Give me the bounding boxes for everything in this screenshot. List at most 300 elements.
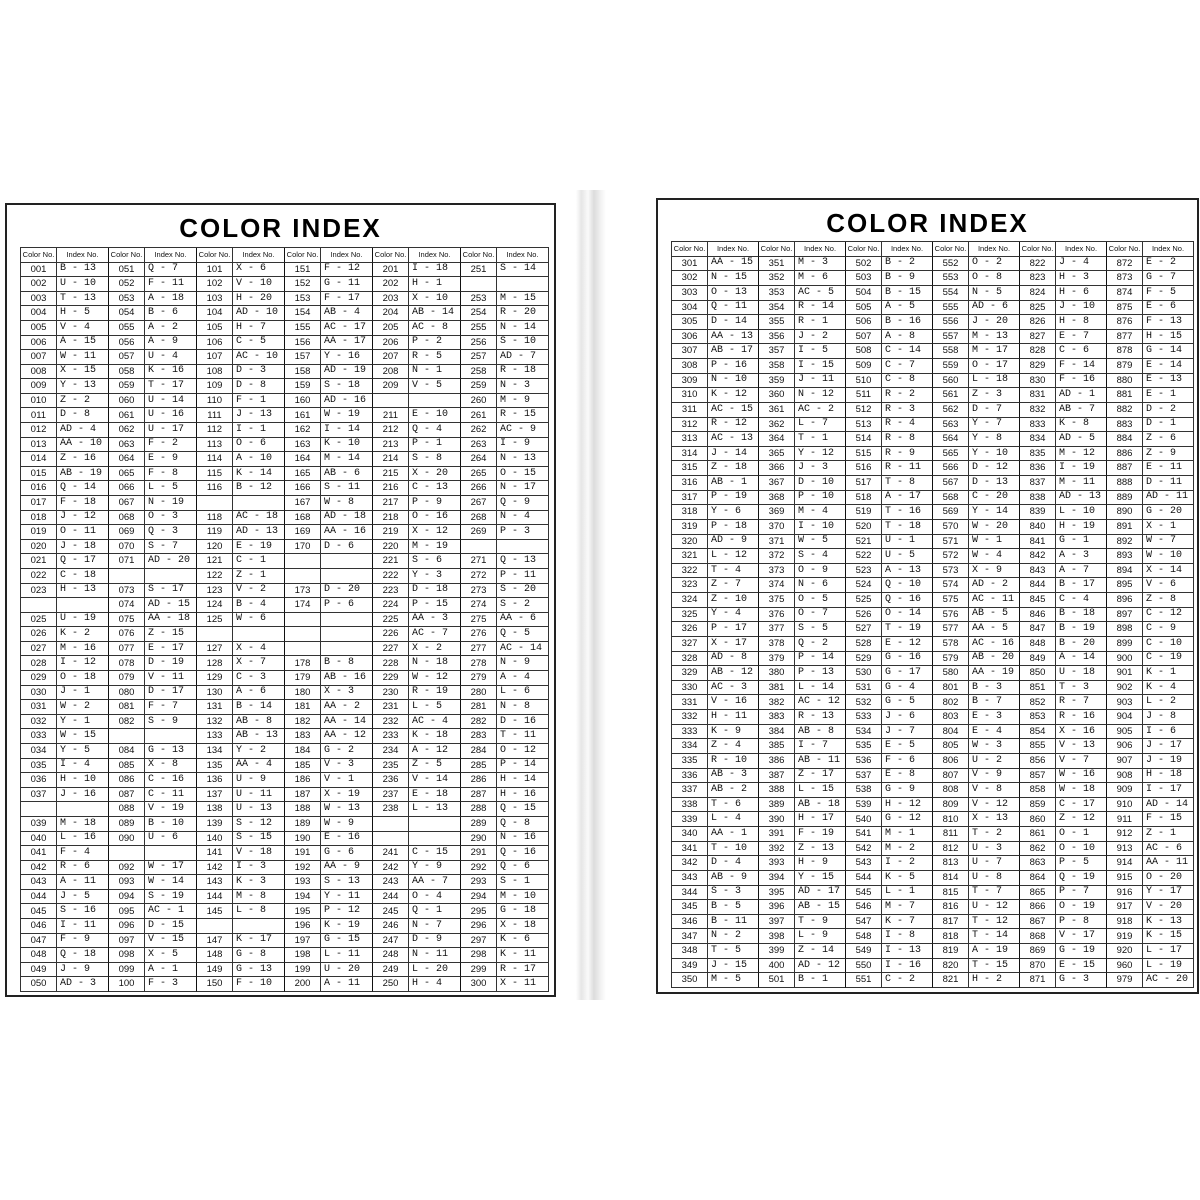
color-number-cell: 133 — [197, 729, 233, 744]
index-number-cell: X - 19 — [321, 788, 373, 803]
column-header: Index No. — [321, 248, 373, 263]
index-number-cell: B - 19 — [1056, 622, 1107, 637]
color-number-cell: 308 — [672, 359, 708, 374]
color-number-cell: 087 — [109, 788, 145, 803]
index-number-cell: C - 12 — [1143, 608, 1194, 623]
color-number-cell: 834 — [1020, 432, 1056, 447]
color-number-cell: 194 — [285, 890, 321, 905]
index-number-cell: L - 7 — [795, 418, 846, 433]
index-number-cell: G - 19 — [1056, 944, 1107, 959]
index-number-cell: R - 17 — [497, 963, 549, 978]
color-number-cell: 867 — [1020, 915, 1056, 930]
index-number-cell: J - 16 — [57, 788, 109, 803]
color-number-cell: 979 — [1107, 973, 1143, 988]
index-number-cell: AD - 2 — [969, 578, 1020, 593]
color-number-cell: 003 — [21, 292, 57, 307]
color-number-cell: 311 — [672, 403, 708, 418]
color-number-cell: 394 — [759, 871, 795, 886]
index-number-cell: T - 17 — [145, 379, 197, 394]
color-number-cell: 346 — [672, 915, 708, 930]
index-number-cell: AD - 8 — [708, 652, 759, 667]
color-number-cell: 004 — [21, 306, 57, 321]
index-number-cell: H - 1 — [409, 277, 461, 292]
index-number-cell: B - 3 — [969, 681, 1020, 696]
index-number-cell: D - 13 — [969, 476, 1020, 491]
index-number-cell: AB - 9 — [708, 871, 759, 886]
color-number-cell: 235 — [373, 759, 409, 774]
color-number-cell: 828 — [1020, 344, 1056, 359]
index-number-cell: X - 15 — [57, 365, 109, 380]
index-number-cell: T - 1 — [795, 432, 846, 447]
index-number-cell — [409, 832, 461, 847]
column-header: Color No. — [1107, 242, 1143, 257]
color-number-cell: 887 — [1107, 461, 1143, 476]
color-number-cell: 085 — [109, 759, 145, 774]
color-number-cell: 819 — [933, 944, 969, 959]
color-number-cell: 860 — [1020, 812, 1056, 827]
color-number-cell: 907 — [1107, 754, 1143, 769]
index-number-cell — [233, 627, 285, 642]
color-number-cell: 880 — [1107, 374, 1143, 389]
color-number-cell: 843 — [1020, 564, 1056, 579]
color-number-cell: 883 — [1107, 418, 1143, 433]
index-number-cell: C - 17 — [1056, 798, 1107, 813]
index-number-cell: N - 9 — [497, 656, 549, 671]
color-number-cell: 227 — [373, 642, 409, 657]
page-title: COLOR INDEX — [826, 208, 1029, 238]
index-number-cell: Q - 11 — [708, 301, 759, 316]
color-number-cell: 015 — [21, 467, 57, 482]
index-number-cell: H - 7 — [233, 321, 285, 336]
color-number-cell: 873 — [1107, 271, 1143, 286]
index-number-cell: Q - 6 — [497, 861, 549, 876]
color-number-cell: 908 — [1107, 769, 1143, 784]
index-number-cell: U - 11 — [233, 788, 285, 803]
index-number-cell: M - 11 — [1056, 476, 1107, 491]
color-number-cell: 323 — [672, 578, 708, 593]
color-number-cell: 290 — [461, 832, 497, 847]
index-number-cell: D - 15 — [145, 919, 197, 934]
color-number-cell: 881 — [1107, 388, 1143, 403]
index-number-cell: Z - 9 — [1143, 447, 1194, 462]
color-number-cell: 256 — [461, 336, 497, 351]
color-number-cell: 871 — [1020, 973, 1056, 988]
color-number-cell: 200 — [285, 977, 321, 992]
index-number-cell: J - 6 — [882, 710, 933, 725]
index-number-cell: W - 7 — [1143, 535, 1194, 550]
index-number-cell: O - 13 — [708, 286, 759, 301]
color-number-cell: 251 — [461, 263, 497, 278]
index-number-cell: AA - 18 — [145, 613, 197, 628]
index-number-cell: W - 14 — [145, 875, 197, 890]
color-number-cell: 838 — [1020, 491, 1056, 506]
color-number-cell: 288 — [461, 802, 497, 817]
color-number-cell: 553 — [933, 271, 969, 286]
index-number-cell: Z - 4 — [708, 739, 759, 754]
color-number-cell: 075 — [109, 613, 145, 628]
index-number-cell: W - 5 — [795, 535, 846, 550]
color-number-cell: 386 — [759, 754, 795, 769]
color-number-cell: 260 — [461, 394, 497, 409]
color-number-cell: 302 — [672, 271, 708, 286]
index-number-cell: AB - 2 — [708, 783, 759, 798]
index-number-cell: S - 18 — [321, 379, 373, 394]
index-number-cell: D - 9 — [409, 934, 461, 949]
index-number-cell: L - 5 — [409, 700, 461, 715]
index-number-cell: B - 1 — [795, 973, 846, 988]
index-number-cell: A - 9 — [145, 336, 197, 351]
color-number-cell: 803 — [933, 710, 969, 725]
index-number-cell: AA - 11 — [1143, 856, 1194, 871]
color-number-cell: 399 — [759, 944, 795, 959]
index-number-cell — [145, 569, 197, 584]
index-number-cell: O - 19 — [1056, 900, 1107, 915]
color-number-cell: 134 — [197, 744, 233, 759]
color-number-cell: 095 — [109, 904, 145, 919]
index-number-cell: A - 18 — [145, 292, 197, 307]
index-number-cell: S - 13 — [321, 875, 373, 890]
color-number-cell: 361 — [759, 403, 795, 418]
color-number-cell: 517 — [846, 476, 882, 491]
index-number-cell: Z - 14 — [795, 944, 846, 959]
index-number-cell: J - 17 — [1143, 739, 1194, 754]
column-header: Color No. — [759, 242, 795, 257]
color-number-cell: 362 — [759, 418, 795, 433]
index-number-cell: V - 19 — [145, 802, 197, 817]
index-number-cell: A - 12 — [409, 744, 461, 759]
index-number-cell: P - 8 — [1056, 915, 1107, 930]
index-number-cell: B - 20 — [1056, 637, 1107, 652]
color-number-cell: 231 — [373, 700, 409, 715]
index-number-cell: K - 19 — [321, 919, 373, 934]
index-number-cell: M - 13 — [969, 330, 1020, 345]
index-number-cell — [497, 277, 549, 292]
color-number-cell: 897 — [1107, 608, 1143, 623]
index-number-cell: AC - 15 — [708, 403, 759, 418]
index-number-cell: I - 14 — [321, 423, 373, 438]
color-number-cell: 890 — [1107, 505, 1143, 520]
color-number-cell: 279 — [461, 671, 497, 686]
color-number-cell: 068 — [109, 511, 145, 526]
index-number-cell: S - 1 — [497, 875, 549, 890]
index-number-cell: N - 15 — [708, 271, 759, 286]
index-number-cell: AD - 10 — [233, 306, 285, 321]
index-number-cell: AD - 14 — [1143, 798, 1194, 813]
index-number-cell: I - 17 — [1143, 783, 1194, 798]
color-number-cell: 031 — [21, 700, 57, 715]
index-number-cell: A - 8 — [882, 330, 933, 345]
color-number-cell: 812 — [933, 842, 969, 857]
index-number-cell: F - 4 — [57, 846, 109, 861]
color-number-cell: 139 — [197, 817, 233, 832]
color-number-cell: 382 — [759, 695, 795, 710]
color-number-cell: 571 — [933, 535, 969, 550]
index-number-cell: AC - 13 — [708, 432, 759, 447]
color-number-cell: 102 — [197, 277, 233, 292]
color-number-cell: 233 — [373, 729, 409, 744]
color-number-cell: 372 — [759, 549, 795, 564]
index-number-cell: AA - 6 — [497, 613, 549, 628]
color-number-cell: 316 — [672, 476, 708, 491]
index-number-cell: B - 13 — [57, 263, 109, 278]
color-number-cell: 373 — [759, 564, 795, 579]
index-number-cell: AD - 11 — [1143, 491, 1194, 506]
color-number-cell: 861 — [1020, 827, 1056, 842]
index-number-cell: B - 11 — [708, 915, 759, 930]
index-number-cell: W - 6 — [233, 613, 285, 628]
color-number-cell: 183 — [285, 729, 321, 744]
color-number-cell: 045 — [21, 904, 57, 919]
color-number-cell: 894 — [1107, 564, 1143, 579]
index-number-cell: L - 13 — [409, 802, 461, 817]
color-number-cell: 190 — [285, 832, 321, 847]
color-number-cell: 089 — [109, 817, 145, 832]
index-number-cell — [233, 496, 285, 511]
color-number-cell: 559 — [933, 359, 969, 374]
index-number-cell: B - 9 — [882, 271, 933, 286]
index-number-cell: D - 1 — [1143, 418, 1194, 433]
color-number-cell: 056 — [109, 336, 145, 351]
index-number-cell: F - 1 — [233, 394, 285, 409]
index-number-cell: T - 2 — [969, 827, 1020, 842]
color-number-cell: 107 — [197, 350, 233, 365]
index-number-cell: R - 6 — [57, 861, 109, 876]
index-number-cell: V - 16 — [708, 695, 759, 710]
color-number-cell: 390 — [759, 812, 795, 827]
color-number-cell: 207 — [373, 350, 409, 365]
color-number-cell: 078 — [109, 656, 145, 671]
index-number-cell: AD - 5 — [1056, 432, 1107, 447]
index-number-cell: T - 6 — [708, 798, 759, 813]
color-number-cell: 893 — [1107, 549, 1143, 564]
color-number-cell: 237 — [373, 788, 409, 803]
color-number-cell: 124 — [197, 598, 233, 613]
index-number-cell: R - 16 — [1056, 710, 1107, 725]
color-number-cell: 909 — [1107, 783, 1143, 798]
index-number-cell: Y - 8 — [969, 432, 1020, 447]
index-number-cell: R - 8 — [882, 432, 933, 447]
color-number-cell: 384 — [759, 725, 795, 740]
index-number-cell: R - 5 — [409, 350, 461, 365]
index-number-cell: T - 12 — [969, 915, 1020, 930]
index-number-cell: U - 20 — [321, 963, 373, 978]
index-number-cell: H - 15 — [1143, 330, 1194, 345]
index-number-cell: D - 6 — [321, 540, 373, 555]
color-number-cell: 375 — [759, 593, 795, 608]
color-number-cell: 226 — [373, 627, 409, 642]
color-number-cell: 099 — [109, 963, 145, 978]
index-number-cell: AD - 13 — [233, 525, 285, 540]
index-number-cell: P - 18 — [708, 520, 759, 535]
color-number-cell: 332 — [672, 710, 708, 725]
color-number-cell: 193 — [285, 875, 321, 890]
color-number-cell: 504 — [846, 286, 882, 301]
color-number-cell: 069 — [109, 525, 145, 540]
index-number-cell: U - 5 — [882, 549, 933, 564]
index-number-cell: C - 15 — [409, 846, 461, 861]
index-number-cell: AC - 10 — [233, 350, 285, 365]
index-number-cell: G - 14 — [1143, 344, 1194, 359]
index-number-cell: W - 9 — [321, 817, 373, 832]
index-number-cell: E - 5 — [882, 739, 933, 754]
index-number-cell: L - 9 — [795, 929, 846, 944]
color-number-cell: 070 — [109, 540, 145, 555]
color-number-cell: 903 — [1107, 695, 1143, 710]
index-number-cell — [57, 598, 109, 613]
index-number-cell: O - 11 — [57, 525, 109, 540]
index-number-cell: W - 13 — [321, 802, 373, 817]
index-number-cell: L - 14 — [795, 681, 846, 696]
index-number-cell: M - 3 — [795, 257, 846, 272]
color-number-cell: 223 — [373, 584, 409, 599]
index-number-cell: E - 1 — [1143, 388, 1194, 403]
color-number-cell: 168 — [285, 511, 321, 526]
index-number-cell: C - 11 — [145, 788, 197, 803]
color-number-cell: 822 — [1020, 257, 1056, 272]
index-number-cell: F - 6 — [882, 754, 933, 769]
color-index-table — [671, 241, 1194, 988]
index-number-cell: N - 7 — [409, 919, 461, 934]
index-number-cell: Q - 14 — [57, 481, 109, 496]
index-number-cell: AC - 3 — [708, 681, 759, 696]
color-number-cell: 228 — [373, 656, 409, 671]
color-number-cell: 080 — [109, 686, 145, 701]
color-number-cell: 242 — [373, 861, 409, 876]
index-number-cell: U - 7 — [969, 856, 1020, 871]
color-number-cell: 864 — [1020, 871, 1056, 886]
index-number-cell: N - 16 — [497, 832, 549, 847]
index-number-cell: R - 10 — [708, 754, 759, 769]
color-number-cell: 348 — [672, 944, 708, 959]
color-number-cell: 041 — [21, 846, 57, 861]
index-number-cell: D - 20 — [321, 584, 373, 599]
color-number-cell: 821 — [933, 973, 969, 988]
index-number-cell: AB - 17 — [708, 344, 759, 359]
index-number-cell: Z - 18 — [708, 461, 759, 476]
index-number-cell: Q - 18 — [57, 948, 109, 963]
color-number-cell: 052 — [109, 277, 145, 292]
index-number-cell: J - 7 — [882, 725, 933, 740]
color-number-cell: 287 — [461, 788, 497, 803]
index-number-cell: AC - 2 — [795, 403, 846, 418]
color-number-cell: 198 — [285, 948, 321, 963]
color-number-cell: 121 — [197, 554, 233, 569]
color-number-cell: 844 — [1020, 578, 1056, 593]
index-number-cell: C - 5 — [233, 336, 285, 351]
index-number-cell: K - 17 — [233, 934, 285, 949]
color-number-cell: 173 — [285, 584, 321, 599]
color-number-cell: 179 — [285, 671, 321, 686]
index-number-cell: F - 14 — [1056, 359, 1107, 374]
color-number-cell: 135 — [197, 759, 233, 774]
column-header: Index No. — [233, 248, 285, 263]
index-number-cell: AB - 4 — [321, 306, 373, 321]
index-number-cell: N - 11 — [409, 948, 461, 963]
color-number-cell: 326 — [672, 622, 708, 637]
index-number-cell — [321, 569, 373, 584]
color-number-cell: 299 — [461, 963, 497, 978]
index-number-cell: Y - 6 — [708, 505, 759, 520]
color-number-cell: 541 — [846, 827, 882, 842]
color-number-cell: 960 — [1107, 959, 1143, 974]
index-number-cell: AA - 7 — [409, 875, 461, 890]
color-number-cell: 503 — [846, 271, 882, 286]
index-number-cell: D - 3 — [233, 365, 285, 380]
color-number-cell: 825 — [1020, 301, 1056, 316]
color-index-sheet-right — [656, 198, 1199, 994]
index-number-cell: A - 1 — [145, 963, 197, 978]
color-number-cell: 201 — [373, 263, 409, 278]
color-number-cell: 345 — [672, 900, 708, 915]
color-number-cell: 351 — [759, 257, 795, 272]
color-number-cell: 020 — [21, 540, 57, 555]
color-number-cell: 349 — [672, 959, 708, 974]
index-number-cell: D - 4 — [708, 856, 759, 871]
color-number-cell: 029 — [21, 671, 57, 686]
color-number-cell: 297 — [461, 934, 497, 949]
color-number-cell: 312 — [672, 418, 708, 433]
index-number-cell: C - 20 — [969, 491, 1020, 506]
color-number-cell: 218 — [373, 511, 409, 526]
color-number-cell: 315 — [672, 461, 708, 476]
color-number-cell: 197 — [285, 934, 321, 949]
index-number-cell: X - 17 — [708, 637, 759, 652]
color-number-cell: 166 — [285, 481, 321, 496]
color-number-cell: 035 — [21, 759, 57, 774]
color-number-cell: 810 — [933, 812, 969, 827]
index-number-cell: D - 8 — [233, 379, 285, 394]
color-number-cell: 395 — [759, 886, 795, 901]
index-number-cell: H - 10 — [57, 773, 109, 788]
color-number-cell — [21, 598, 57, 613]
index-number-cell: J - 5 — [57, 890, 109, 905]
color-number-cell: 540 — [846, 812, 882, 827]
index-number-cell: Y - 5 — [57, 744, 109, 759]
color-number-cell: 862 — [1020, 842, 1056, 857]
color-number-cell: 006 — [21, 336, 57, 351]
color-number-cell: 281 — [461, 700, 497, 715]
index-number-cell: O - 14 — [882, 608, 933, 623]
index-number-cell: B - 14 — [233, 700, 285, 715]
color-number-cell: 535 — [846, 739, 882, 754]
color-number-cell: 920 — [1107, 944, 1143, 959]
index-number-cell: K - 7 — [882, 915, 933, 930]
index-number-cell: N - 5 — [969, 286, 1020, 301]
color-number-cell: 577 — [933, 622, 969, 637]
index-number-cell: P - 2 — [409, 336, 461, 351]
color-number-cell: 356 — [759, 330, 795, 345]
index-number-cell: B - 17 — [1056, 578, 1107, 593]
index-number-cell: Q - 16 — [882, 593, 933, 608]
index-number-cell: A - 11 — [321, 977, 373, 992]
index-number-cell: M - 15 — [497, 292, 549, 307]
index-number-cell: S - 11 — [321, 481, 373, 496]
color-number-cell: 111 — [197, 408, 233, 423]
color-number-cell: 222 — [373, 569, 409, 584]
index-number-cell: U - 2 — [969, 754, 1020, 769]
color-number-cell: 249 — [373, 963, 409, 978]
color-number-cell: 257 — [461, 350, 497, 365]
color-number-cell: 044 — [21, 890, 57, 905]
color-number-cell: 366 — [759, 461, 795, 476]
color-number-cell: 208 — [373, 365, 409, 380]
index-number-cell: AB - 7 — [1056, 403, 1107, 418]
color-number-cell: 187 — [285, 788, 321, 803]
color-number-cell: 280 — [461, 686, 497, 701]
index-number-cell: V - 9 — [969, 769, 1020, 784]
color-number-cell: 131 — [197, 700, 233, 715]
color-number-cell: 182 — [285, 715, 321, 730]
